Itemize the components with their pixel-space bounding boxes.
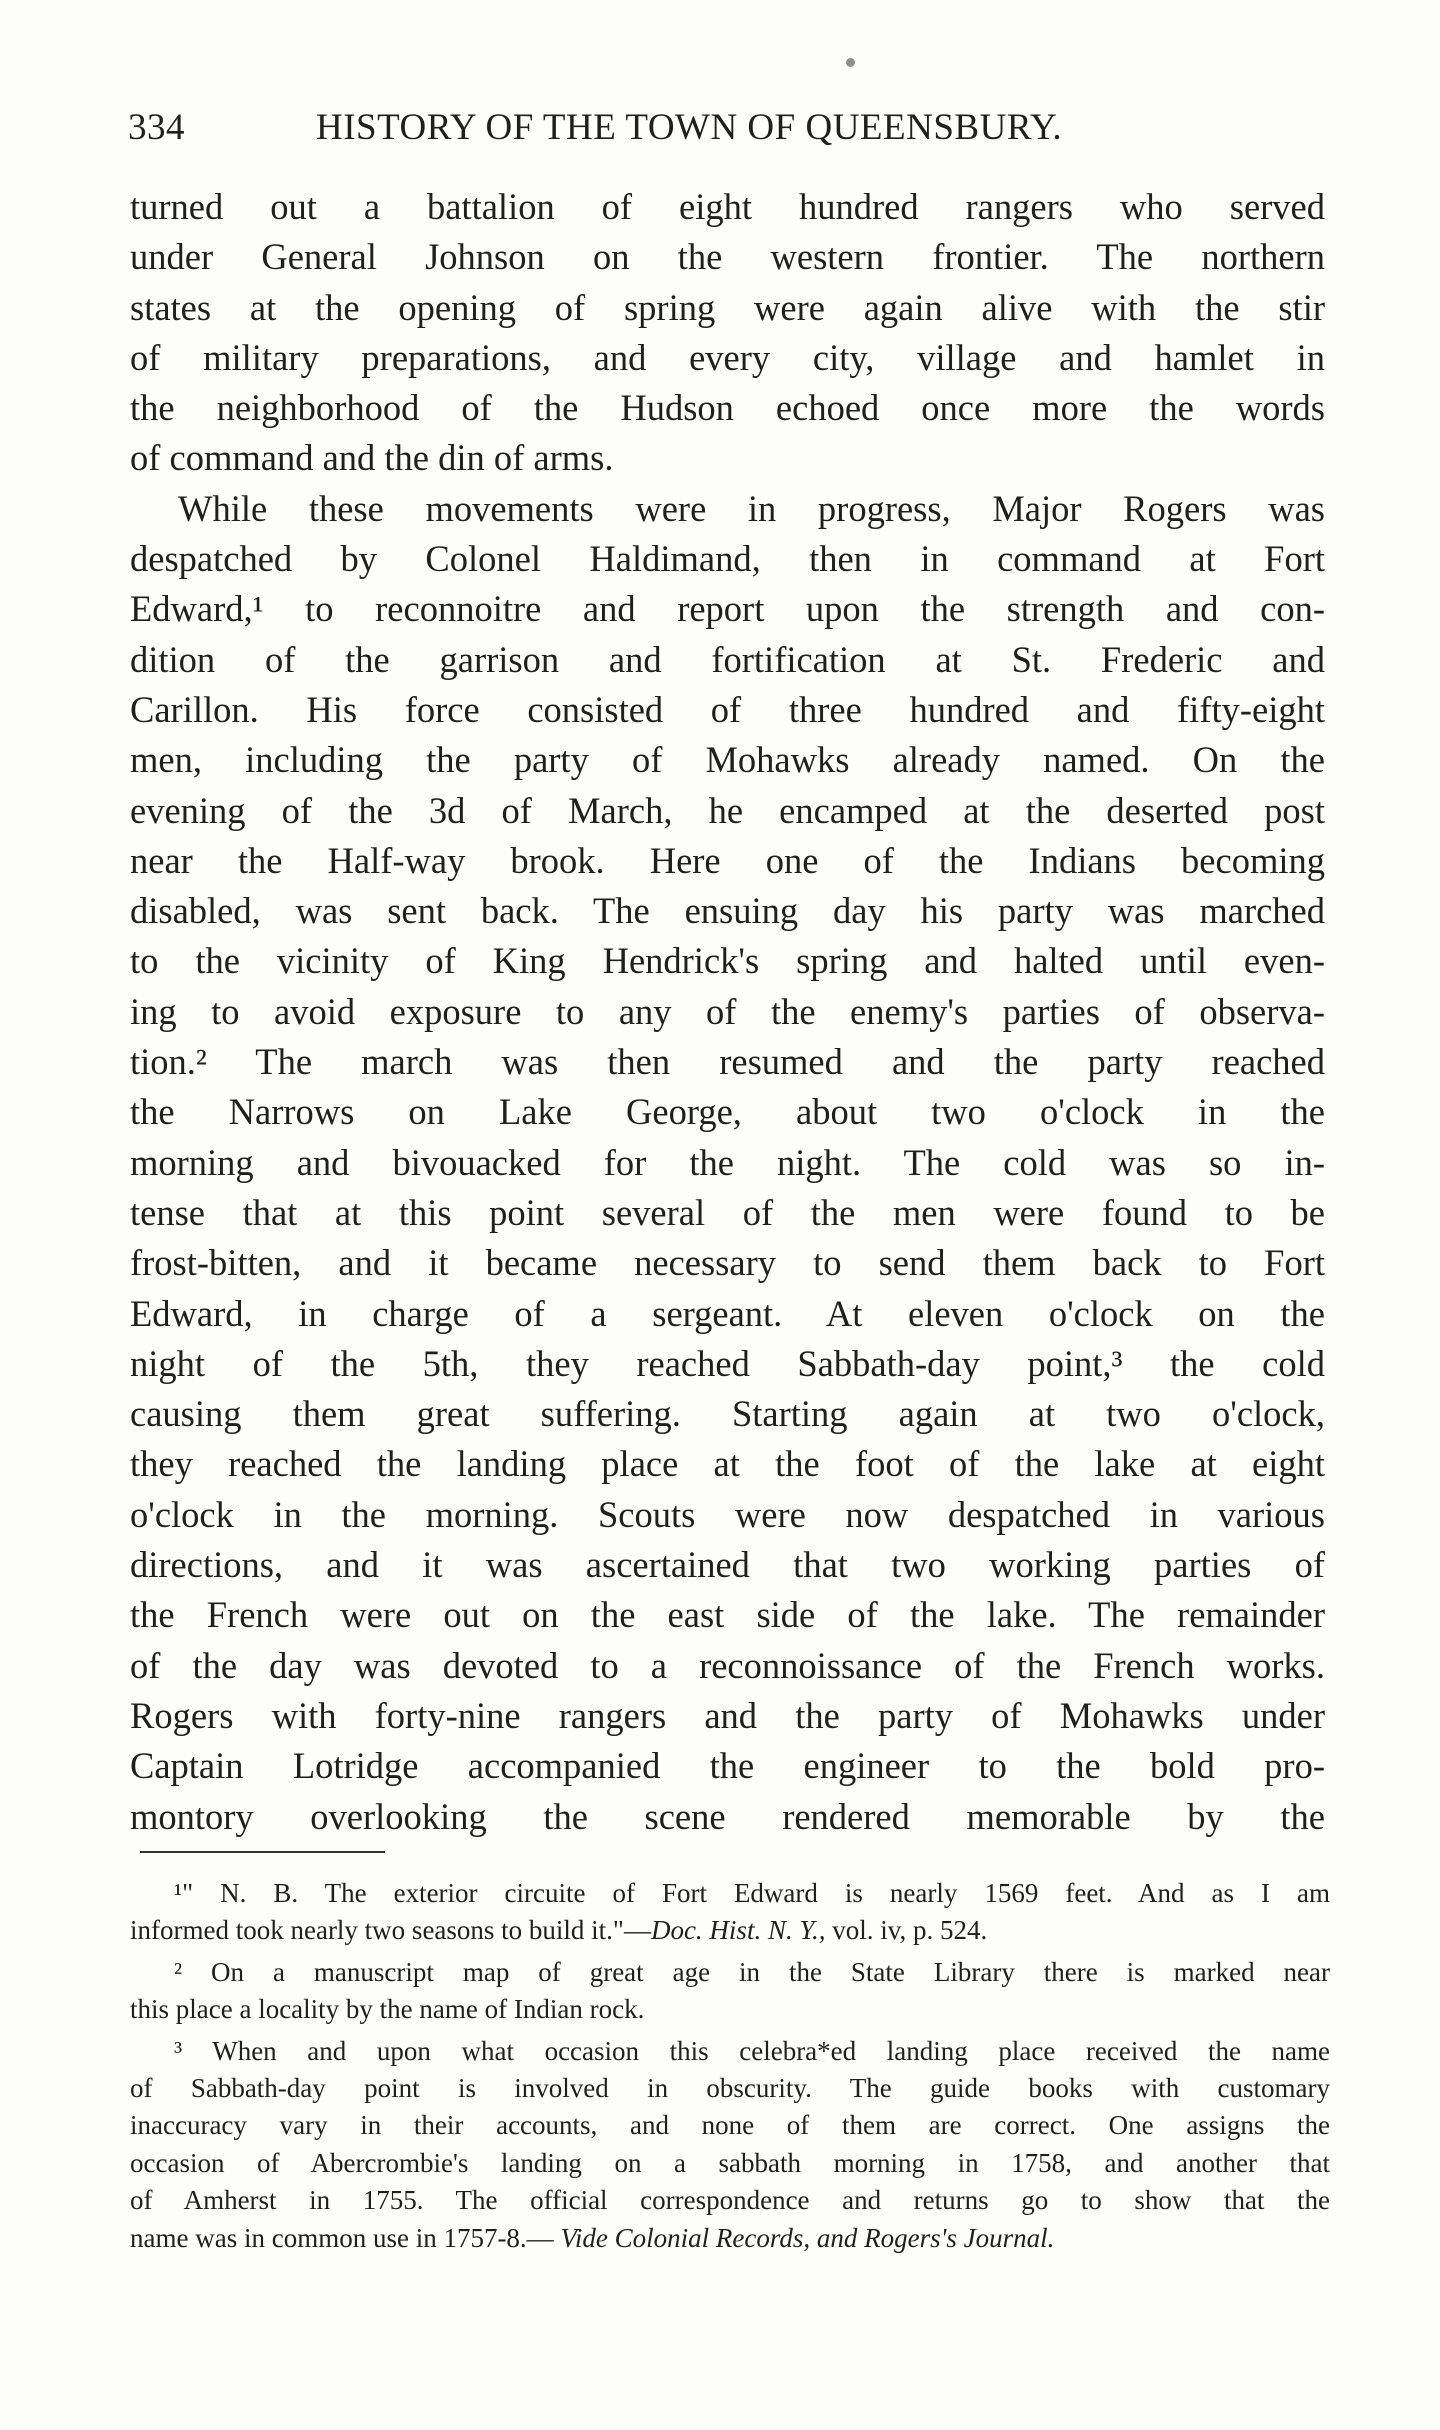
running-title: HISTORY OF THE TOWN OF QUEENSBURY. [316, 107, 1063, 148]
body-line: Rogers with forty-nine rangers and the party of Mohawks under [130, 1694, 1325, 1736]
body-line: disabled, was sent back. The ensuing day his party was marched [130, 890, 1325, 932]
body-line: causing them great suffering. Starting again at two o'clock, [130, 1393, 1325, 1435]
body-line: turned out a battalion of eight hundred rangers who served [130, 186, 1325, 227]
body-line: the Narrows on Lake George, about two o'clock in the [130, 1091, 1325, 1133]
footnote-3-line: inaccuracy vary in their accounts, and none of them are correct. One assigns the [130, 2110, 1330, 2141]
footnote-3-citation: Vide Colonial Records, and Rogers's Journal. [560, 2222, 1055, 2253]
body-line: they reached the landing place at the foot of the lake at eight [130, 1443, 1325, 1485]
body-line: tion.² The march was then resumed and the party reached [130, 1041, 1325, 1083]
page-number: 334 [128, 107, 185, 148]
footnote-1-line: ¹" N. B. The exterior circuite of Fort Edward is nearly 1569 feet. And as I am [174, 1878, 1330, 1908]
footnote-1-text: informed took nearly two seasons to build it."— [130, 1915, 651, 1946]
body-line: night of the 5th, they reached Sabbath-day point,³ the cold [130, 1342, 1325, 1384]
body-line: under General Johnson on the western frontier. The northern [130, 236, 1325, 278]
body-line: Edward, in charge of a sergeant. At eleven o'clock on the [130, 1292, 1325, 1334]
body-line: the neighborhood of the Hudson echoed once more the words [130, 387, 1325, 429]
body-line: men, including the party of Mohawks already named. On the [130, 739, 1325, 781]
running-header [128, 106, 1328, 152]
body-line: directions, and it was ascertained that two working parties of [130, 1544, 1325, 1586]
body-line: tense that at this point several of the men were found to be [130, 1191, 1325, 1233]
paragraph-start: While these movements were in progress, Major Rogers was [178, 487, 1325, 529]
body-line: despatched by Colonel Haldimand, then in command at Fort [130, 538, 1325, 580]
footnote-3-line [130, 2220, 1330, 2257]
ink-speck [846, 58, 855, 67]
body-line: Carillon. His force consisted of three hundred and fifty-eight [130, 688, 1325, 730]
footnote-3-line: of Sabbath-day point is involved in obscurity. The guide books with customary [130, 2072, 1330, 2103]
footnote-1-line [130, 1912, 1330, 1949]
footnotes [130, 1875, 1330, 2257]
body-text [130, 182, 1325, 1842]
body-line: Edward,¹ to reconnoitre and report upon the strength and con- [130, 588, 1325, 630]
footnote-2-line: this place a locality by the name of Indian rock. [130, 1994, 645, 2025]
footnote-1-tail: vol. iv, p. 524. [825, 1915, 988, 1946]
body-line: ing to avoid exposure to any of the enemy's parties of observa- [130, 990, 1325, 1032]
body-line: montory overlooking the scene rendered memorable by the [130, 1795, 1325, 1837]
body-line: to the vicinity of King Hendrick's spring and halted until even- [130, 940, 1325, 982]
body-line: Captain Lotridge accompanied the engineer to the bold pro- [130, 1745, 1325, 1787]
footnote-3-line: of Amherst in 1755. The official correspondence and returns go to show that the [130, 2185, 1330, 2216]
footnote-3-text: name was in common use in 1757-8.— [130, 2222, 561, 2253]
body-line: frost-bitten, and it became necessary to send them back to Fort [130, 1242, 1325, 1284]
footnote-2-line: ² On a manuscript map of great age in the State Library there is marked near [174, 1956, 1330, 1987]
footnote-1-citation: Doc. Hist. N. Y., [650, 1915, 826, 1946]
body-line: of the day was devoted to a reconnoissance of the French works. [130, 1644, 1325, 1686]
body-line: dition of the garrison and fortification at St. Frederic and [130, 638, 1325, 680]
body-line: evening of the 3d of March, he encamped at the deserted post [130, 789, 1325, 831]
body-line: o'clock in the morning. Scouts were now despatched in various [130, 1493, 1325, 1535]
body-line: of military preparations, and every city, village and hamlet in [130, 336, 1325, 378]
footnote-divider [140, 1851, 385, 1853]
body-line: the French were out on the east side of the lake. The remainder [130, 1594, 1325, 1636]
body-line: states at the opening of spring were again alive with the stir [130, 286, 1325, 328]
footnote-3-line: occasion of Abercrombie's landing on a sabbath morning in 1758, and another that [130, 2147, 1330, 2178]
footnote-3-line: ³ When and upon what occasion this celebra*ed landing place received the name [174, 2035, 1330, 2066]
body-line: near the Half-way brook. Here one of the Indians becoming [130, 839, 1325, 881]
body-line: of command and the din of arms. [130, 437, 614, 479]
body-line: morning and bivouacked for the night. The cold was so in- [130, 1141, 1325, 1183]
